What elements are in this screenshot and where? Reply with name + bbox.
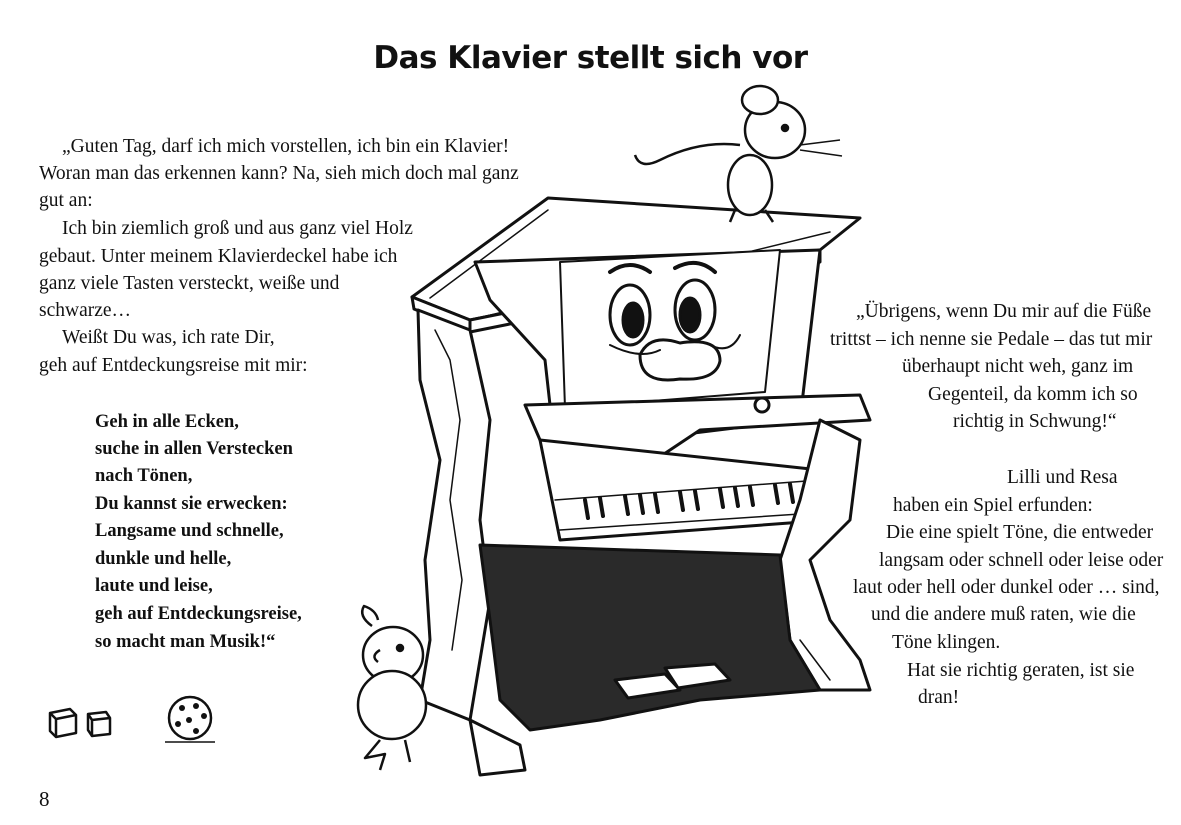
quote-line: überhaupt nicht weh, ganz im: [902, 356, 1134, 377]
game-line: Hat sie richtig geraten, ist sie: [907, 660, 1135, 681]
piano-lower-cabinet: [470, 545, 820, 775]
intro-line: Ich bin ziemlich groß und aus ganz viel Holz: [62, 218, 413, 239]
poem-line: nach Tönen,: [95, 466, 193, 486]
poem-line: Du kannst sie erwecken:: [95, 494, 288, 514]
poem-line: dunkle und helle,: [95, 549, 232, 569]
quote-line: trittst – ich nenne sie Pedale – das tut mir: [830, 329, 1153, 350]
poem-line: so macht man Musik!“: [95, 632, 276, 652]
piano-side-left: [418, 310, 490, 720]
chick-beside-piano: [358, 606, 426, 770]
game-line: dran!: [918, 687, 960, 708]
game-line: laut oder hell oder dunkel oder … sind,: [853, 577, 1160, 598]
game-line: langsam oder schnell oder leise oder: [879, 550, 1164, 571]
page-title: Das Klavier stellt sich vor: [373, 40, 808, 76]
game-line: und die andere muß raten, wie die: [871, 604, 1136, 625]
game-line: haben ein Spiel erfunden:: [893, 495, 1093, 516]
piano-keyboard: [540, 440, 830, 540]
page-number: 8: [39, 787, 50, 811]
intro-line: gut an:: [39, 190, 93, 211]
intro-line: Weißt Du was, ich rate Dir,: [62, 327, 275, 348]
quote-line: richtig in Schwung!“: [953, 411, 1117, 432]
game-line: Töne klingen.: [892, 632, 1001, 653]
poem-line: geh auf Entdeckungsreise,: [95, 604, 302, 624]
poem-line: suche in allen Verstecken: [95, 439, 293, 459]
poem-line: Langsame und schnelle,: [95, 521, 284, 541]
intro-line: geh auf Entdeckungsreise mit mir:: [39, 355, 308, 376]
mouse-on-piano: [635, 86, 842, 222]
intro-line: ganz viele Tasten versteckt, weiße und: [39, 273, 340, 294]
poem-line: Geh in alle Ecken,: [95, 412, 239, 432]
toy-blocks: [50, 709, 110, 737]
game-line: Lilli und Resa: [1007, 467, 1118, 488]
intro-line: gebaut. Unter meinem Klavierdeckel habe ich: [39, 246, 398, 267]
intro-line: „Guten Tag, darf ich mich vorstellen, ich bin ein Klavier!: [62, 136, 510, 157]
intro-line: schwarze…: [39, 300, 132, 321]
poem-line: laute und leise,: [95, 576, 213, 596]
game-line: Die eine spielt Töne, die entweder: [886, 522, 1154, 543]
intro-line: Woran man das erkennen kann? Na, sieh mich doch mal ganz: [39, 163, 519, 184]
ball: [165, 697, 215, 742]
quote-line: „Übrigens, wenn Du mir auf die Füße: [856, 301, 1152, 322]
quote-line: Gegenteil, da komm ich so: [928, 384, 1138, 405]
